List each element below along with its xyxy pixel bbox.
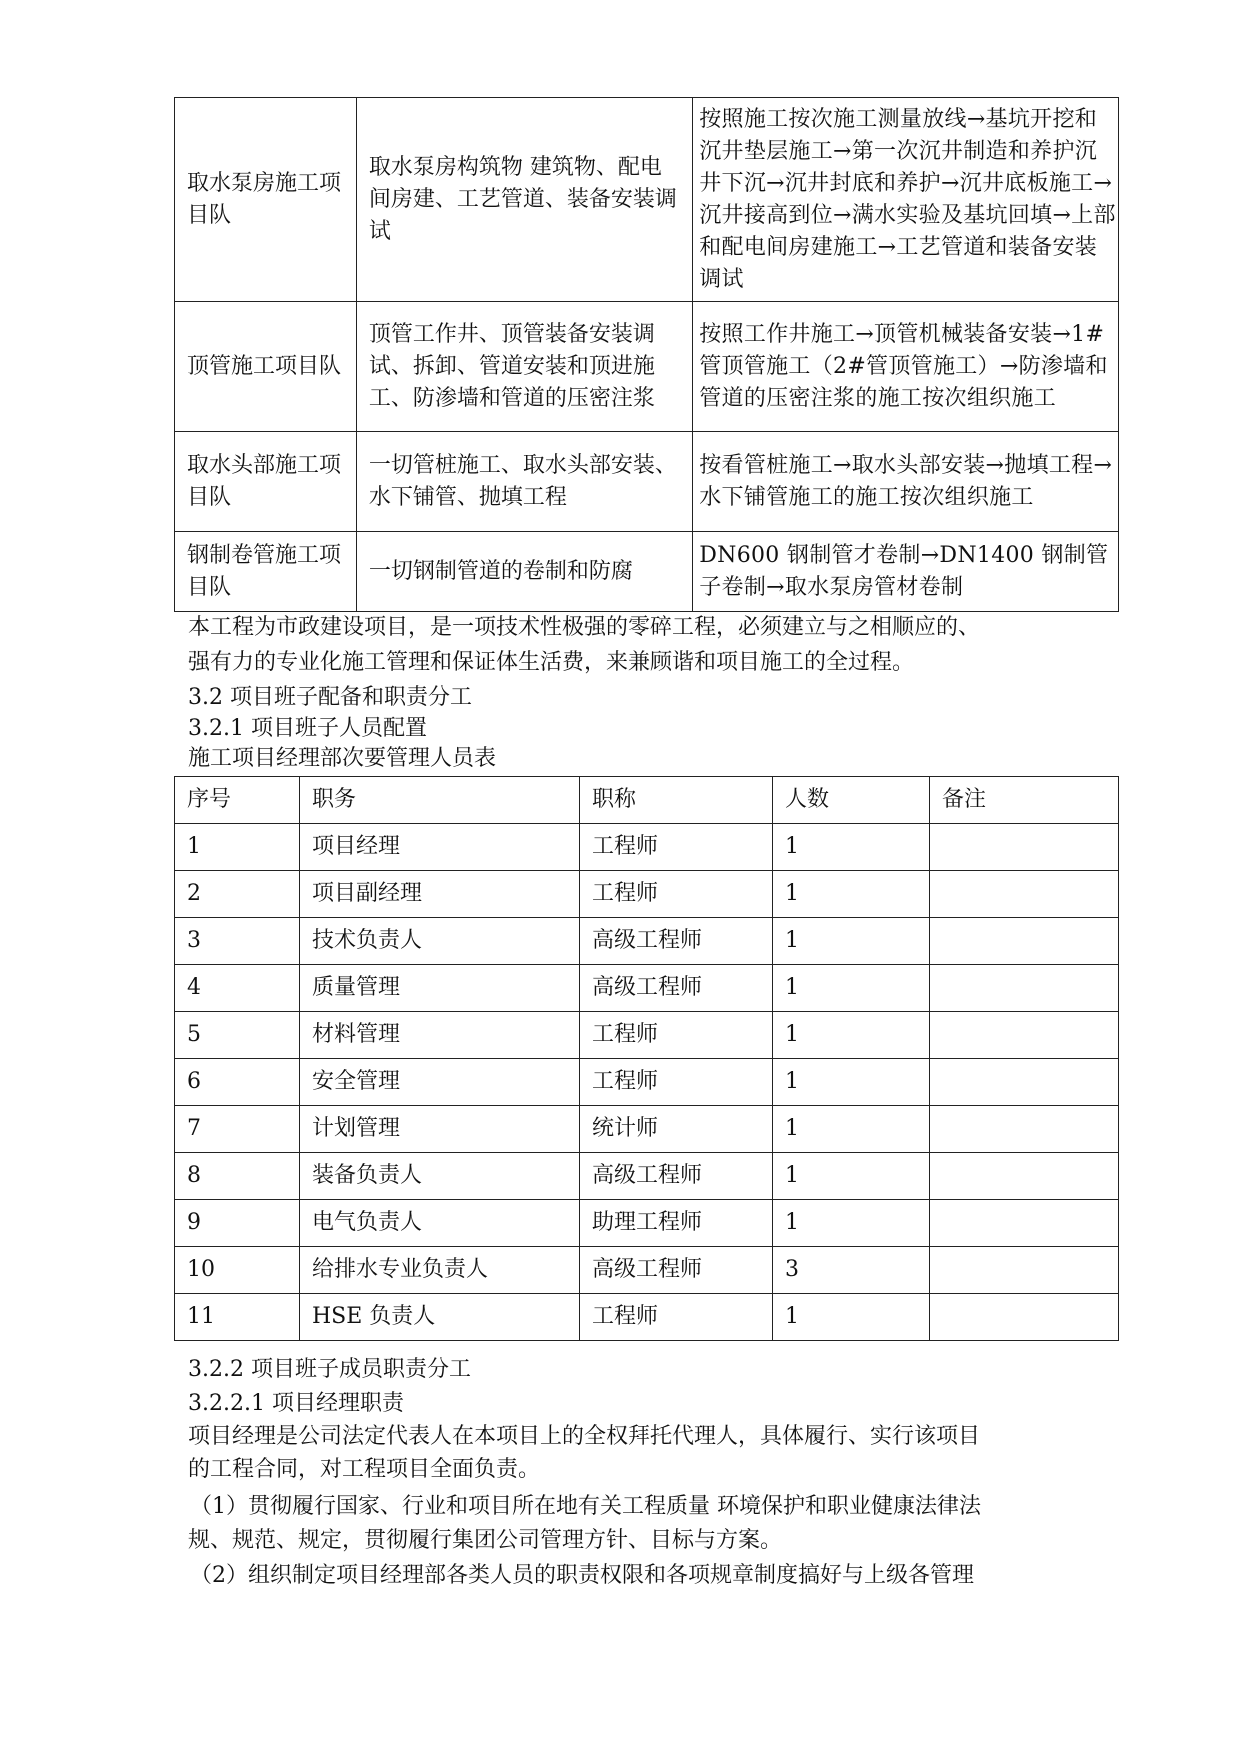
team-name-cell: 顶管施工项目队	[175, 302, 357, 432]
table-row	[175, 918, 1119, 965]
table-row	[175, 302, 1119, 432]
position-cell: 装备负责人	[300, 1153, 580, 1200]
title-cell: 统计师	[580, 1106, 773, 1153]
count-cell: 1	[773, 824, 930, 871]
count-cell: 1	[773, 918, 930, 965]
title-cell: 助理工程师	[580, 1200, 773, 1247]
count-cell: 1	[773, 1153, 930, 1200]
team-scope-cell: 一切管桩施工、取水头部安装、水下铺管、抛填工程	[356, 432, 692, 532]
seq-cell: 3	[175, 918, 300, 965]
team-responsibility-table	[174, 97, 1119, 612]
position-cell: 电气负责人	[300, 1200, 580, 1247]
seq-cell: 9	[175, 1200, 300, 1247]
column-header: 职务	[300, 777, 580, 824]
list-item-line: （2）组织制定项目经理部各类人员的职责权限和各项规章制度搞好与上级各管理	[190, 1563, 974, 1588]
count-cell: 1	[773, 871, 930, 918]
title-cell: 工程师	[580, 824, 773, 871]
position-cell: 项目副经理	[300, 871, 580, 918]
count-cell: 1	[773, 1200, 930, 1247]
position-cell: 材料管理	[300, 1012, 580, 1059]
team-scope-cell: 取水泵房构筑物 建筑物、配电间房建、工艺管道、装备安装调试	[356, 98, 692, 302]
body-paragraph-line: 本工程为市政建设项目，是一项技术性极强的零碎工程，必须建立与之相顺应的、	[188, 615, 981, 640]
position-cell: 项目经理	[300, 824, 580, 871]
staff-table	[174, 776, 1119, 1341]
table-row	[175, 432, 1119, 532]
seq-cell: 7	[175, 1106, 300, 1153]
body-paragraph-line: 的工程合同，对工程项目全面负责。	[188, 1457, 541, 1482]
seq-cell: 1	[175, 824, 300, 871]
count-cell: 1	[773, 1294, 930, 1341]
remark-cell	[930, 1106, 1119, 1153]
subsection-heading: 3.2.1 项目班子人员配置	[188, 716, 427, 741]
subsection-heading: 3.2.2.1 项目经理职责	[188, 1391, 404, 1416]
section-heading: 3.2 项目班子配备和职责分工	[188, 685, 472, 710]
team-scope-cell: 一切钢制管道的卷制和防腐	[356, 532, 692, 612]
remark-cell	[930, 918, 1119, 965]
title-cell: 高级工程师	[580, 965, 773, 1012]
table-row	[175, 532, 1119, 612]
count-cell: 1	[773, 1059, 930, 1106]
column-header: 序号	[175, 777, 300, 824]
team-scope-cell: 顶管工作井、顶管装备安装调试、拆卸、管道安装和顶进施工、防渗墙和管道的压密注浆	[356, 302, 692, 432]
title-cell: 高级工程师	[580, 1153, 773, 1200]
remark-cell	[930, 1059, 1119, 1106]
remark-cell	[930, 965, 1119, 1012]
position-cell: 质量管理	[300, 965, 580, 1012]
seq-cell: 6	[175, 1059, 300, 1106]
team-name-cell: 取水泵房施工项目队	[175, 98, 357, 302]
title-cell: 高级工程师	[580, 1247, 773, 1294]
table-header-row	[175, 777, 1119, 824]
table-row	[175, 824, 1119, 871]
table-row	[175, 871, 1119, 918]
team-name-cell: 取水头部施工项目队	[175, 432, 357, 532]
table-row	[175, 98, 1119, 302]
table-row	[175, 1106, 1119, 1153]
seq-cell: 10	[175, 1247, 300, 1294]
body-paragraph-line: 强有力的专业化施工管理和保证体生活费，来兼顾谐和项目施工的全过程。	[188, 650, 915, 675]
body-paragraph-line: 项目经理是公司法定代表人在本项目上的全权拜托代理人，具体履行、实行该项目	[188, 1424, 981, 1449]
table-row	[175, 1012, 1119, 1059]
subsection-heading: 3.2.2 项目班子成员职责分工	[188, 1357, 471, 1382]
remark-cell	[930, 1200, 1119, 1247]
title-cell: 工程师	[580, 1012, 773, 1059]
position-cell: 计划管理	[300, 1106, 580, 1153]
remark-cell	[930, 1153, 1119, 1200]
position-cell: 安全管理	[300, 1059, 580, 1106]
column-header: 备注	[930, 777, 1119, 824]
remark-cell	[930, 871, 1119, 918]
team-sequence-cell: DN600 钢制管才卷制→DN1400 钢制管子卷制→取水泵房管材卷制	[693, 532, 1119, 612]
table-caption: 施工项目经理部次要管理人员表	[188, 746, 497, 771]
seq-cell: 5	[175, 1012, 300, 1059]
table-row	[175, 1200, 1119, 1247]
team-sequence-cell: 按照工作井施工→顶管机械装备安装→1#管顶管施工（2#管顶管施工）→防渗墙和管道的压密注浆的施工按次组织施工	[693, 302, 1119, 432]
count-cell: 3	[773, 1247, 930, 1294]
title-cell: 工程师	[580, 1294, 773, 1341]
team-name-cell: 钢制卷管施工项目队	[175, 532, 357, 612]
count-cell: 1	[773, 965, 930, 1012]
team-sequence-cell: 按看管桩施工→取水头部安装→抛填工程→水下铺管施工的施工按次组织施工	[693, 432, 1119, 532]
remark-cell	[930, 824, 1119, 871]
count-cell: 1	[773, 1106, 930, 1153]
table-row	[175, 1153, 1119, 1200]
position-cell: HSE 负责人	[300, 1294, 580, 1341]
team-sequence-cell: 按照施工按次施工测量放线→基坑开挖和沉井垫层施工→第一次沉井制造和养护沉井下沉→沉井封底和养护→沉井底板施工→沉井接高到位→满水实验及基坑回填→上部和配电间房建施工→工艺管道和装备安装调试	[693, 98, 1119, 302]
seq-cell: 4	[175, 965, 300, 1012]
count-cell: 1	[773, 1012, 930, 1059]
position-cell: 技术负责人	[300, 918, 580, 965]
remark-cell	[930, 1247, 1119, 1294]
seq-cell: 8	[175, 1153, 300, 1200]
table-row	[175, 1294, 1119, 1341]
seq-cell: 11	[175, 1294, 300, 1341]
title-cell: 高级工程师	[580, 918, 773, 965]
remark-cell	[930, 1294, 1119, 1341]
table-row	[175, 1059, 1119, 1106]
list-item-line: 规、规范、规定，贯彻履行集团公司管理方针、目标与方案。	[188, 1528, 783, 1553]
title-cell: 工程师	[580, 871, 773, 918]
table-row	[175, 965, 1119, 1012]
column-header: 职称	[580, 777, 773, 824]
column-header: 人数	[773, 777, 930, 824]
remark-cell	[930, 1012, 1119, 1059]
seq-cell: 2	[175, 871, 300, 918]
table-row	[175, 1247, 1119, 1294]
list-item-line: （1）贯彻履行国家、行业和项目所在地有关工程质量 环境保护和职业健康法律法	[190, 1494, 981, 1519]
position-cell: 给排水专业负责人	[300, 1247, 580, 1294]
title-cell: 工程师	[580, 1059, 773, 1106]
